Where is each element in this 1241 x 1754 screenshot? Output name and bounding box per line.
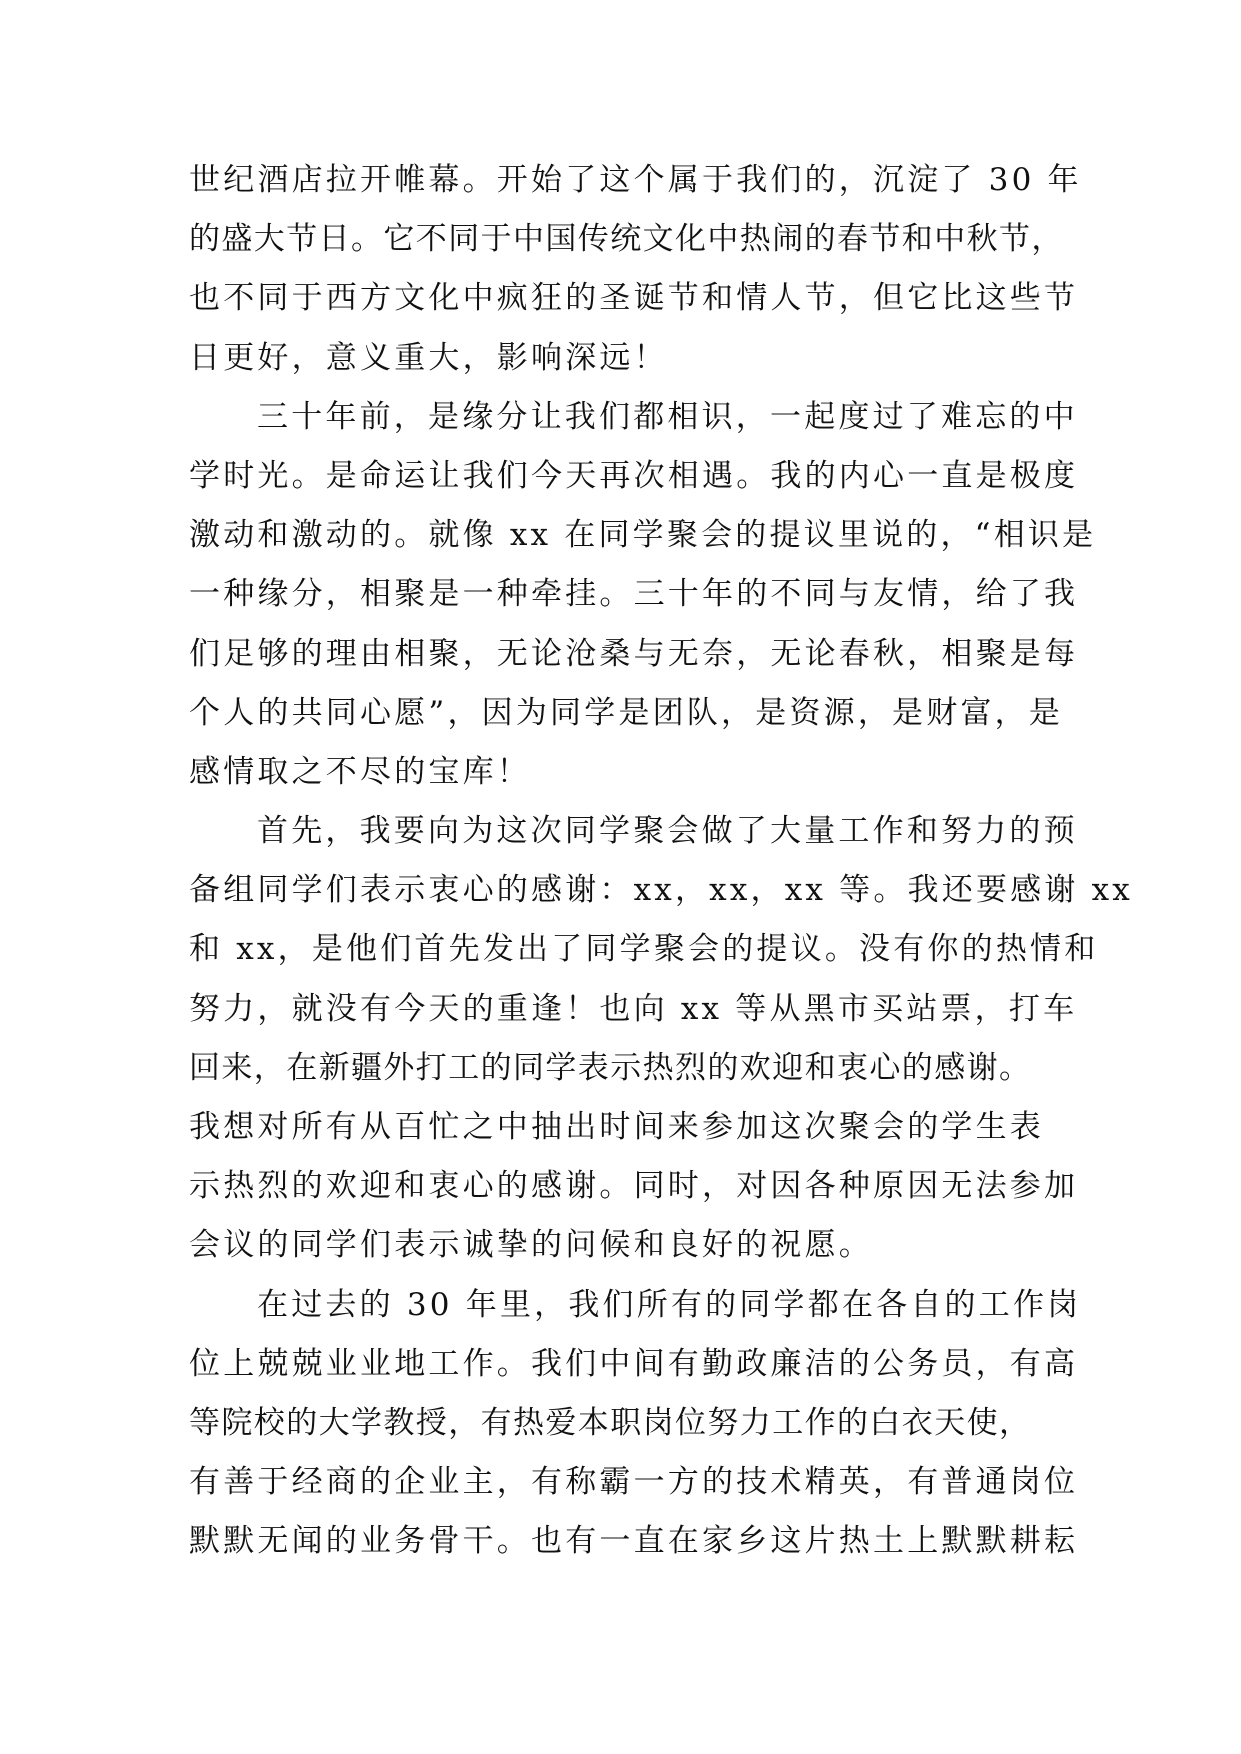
text-line: 世纪酒店拉开帷幕。开始了这个属于我们的，沉淀了 30 年: [189, 162, 1082, 198]
text-line: 有善于经商的企业主，有称霸一方的技术精英，有普通岗位: [189, 1464, 1079, 1501]
text-line: 等院校的大学教授，有热爱本职岗位努力工作的白衣天使，: [189, 1404, 1032, 1441]
text-line: 我想对所有从百忙之中抽出时间来参加这次聚会的学生表: [189, 1109, 1044, 1145]
text-line: 会议的同学们表示诚挚的问候和良好的祝愿。: [189, 1227, 873, 1264]
text-line: 们足够的理由相聚，无论沧桑与无奈，无论春秋，相聚是每: [189, 635, 1079, 672]
paragraph-first-line: 在过去的 30 年里，我们所有的同学都在各自的工作岗: [257, 1286, 1082, 1323]
text-line: 位上兢兢业业地工作。我们中间有勤政廉洁的公务员，有高: [189, 1345, 1079, 1382]
paragraph-first-line: 首先，我要向为这次同学聚会做了大量工作和努力的预: [257, 813, 1078, 850]
text-line: 一种缘分，相聚是一种牵挂。三十年的不同与友情，给了我: [189, 576, 1079, 613]
text-line: 回来，在新疆外打工的同学表示热烈的欢迎和衷心的感谢。: [189, 1049, 1032, 1086]
text-line: 也不同于西方文化中疯狂的圣诞节和情人节，但它比这些节: [189, 280, 1079, 317]
text-line: 努力，就没有今天的重逢！也向 xx 等从黑市买站票，打车: [189, 990, 1078, 1027]
body-text: [189, 162, 1133, 1583]
paragraph-first-line: 三十年前，是缘分让我们都相识，一起度过了难忘的中: [257, 398, 1078, 435]
text-line: 示热烈的欢迎和衷心的感谢。同时，对因各种原因无法参加: [189, 1168, 1079, 1205]
text-line: 和 xx，是他们首先发出了同学聚会的提议。没有你的热情和: [189, 931, 1099, 968]
text-line: 学时光。是命运让我们今天再次相遇。我的内心一直是极度: [189, 457, 1079, 494]
text-line: 激动和激动的。就像 xx 在同学聚会的提议里说的，“相识是: [189, 517, 1097, 554]
text-line: 的盛大节日。它不同于中国传统文化中热闹的春节和中秋节，: [189, 221, 1064, 258]
text-line: 默默无闻的业务骨干。也有一直在家乡这片热土上默默耕耘: [189, 1523, 1079, 1560]
text-line: 个人的共同心愿”，因为同学是团队，是资源，是财富，是: [189, 694, 1064, 731]
text-line: 日更好，意义重大，影响深远！: [189, 339, 668, 376]
text-line: 感情取之不尽的宝库！: [189, 753, 531, 790]
text-line: 备组同学们表示衷心的感谢：xx，xx，xx 等。我还要感谢 xx: [189, 872, 1133, 909]
